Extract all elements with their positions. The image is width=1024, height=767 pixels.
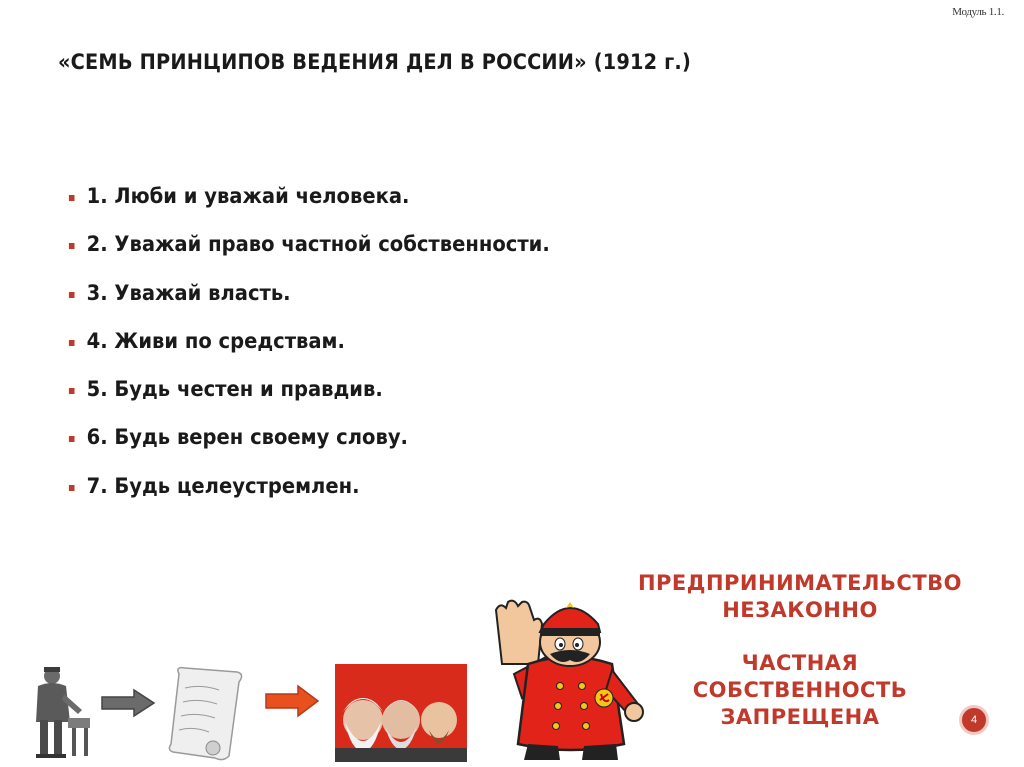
list-item	[68, 281, 550, 329]
notice-line: ЗАПРЕЩЕНА	[720, 705, 880, 729]
principle-text: 5. Будь честен и правдив.	[86, 377, 383, 402]
notice-line: СОБСТВЕННОСТЬ	[692, 678, 908, 702]
principle-text: 6. Будь верен своему слову.	[86, 425, 408, 450]
bullet-icon	[69, 340, 75, 346]
principle-text: 7. Будь целеустремлен.	[86, 473, 360, 498]
merchant-figure-image	[26, 664, 98, 762]
notice-line: ПРЕДПРИНИМАТЕЛЬСТВО	[637, 571, 963, 595]
bullet-icon	[69, 243, 75, 249]
list-item	[68, 377, 550, 425]
soviet-guard-cartoon-image	[488, 594, 650, 762]
page-number-badge: 4	[959, 705, 989, 735]
notice-property-banned	[640, 650, 960, 731]
principle-text: 1. Люби и уважай человека.	[86, 184, 410, 208]
bullet-icon	[69, 195, 75, 201]
principles-list	[68, 184, 586, 522]
orange-arrow-icon	[264, 684, 320, 718]
soviet-leaders-poster-image	[335, 664, 467, 762]
slide-title: «СЕМЬ ПРИНЦИПОВ ВЕДЕНИЯ ДЕЛ В РОССИИ» (1912 г.)	[58, 50, 691, 74]
bullet-icon	[69, 292, 75, 298]
bullet-icon	[69, 388, 75, 394]
notice-entrepreneurship-illegal	[610, 570, 990, 624]
gray-arrow-icon	[100, 688, 156, 718]
principle-text: 3. Уважай власть.	[86, 280, 291, 305]
bullet-icon	[69, 436, 75, 442]
list-item	[68, 474, 550, 522]
list-item	[68, 425, 550, 473]
principle-text: 2. Уважай право частной собственности.	[86, 232, 550, 257]
module-label: Модуль 1.1.	[952, 6, 1004, 18]
list-item	[68, 232, 550, 280]
bullet-icon	[69, 485, 75, 491]
list-item	[68, 329, 550, 377]
notice-line: ЧАСТНАЯ	[741, 651, 859, 675]
list-item	[68, 184, 550, 232]
scroll-document-image	[163, 664, 249, 762]
principle-text: 4. Живи по средствам.	[86, 328, 345, 353]
notice-line: НЕЗАКОННО	[722, 598, 878, 622]
